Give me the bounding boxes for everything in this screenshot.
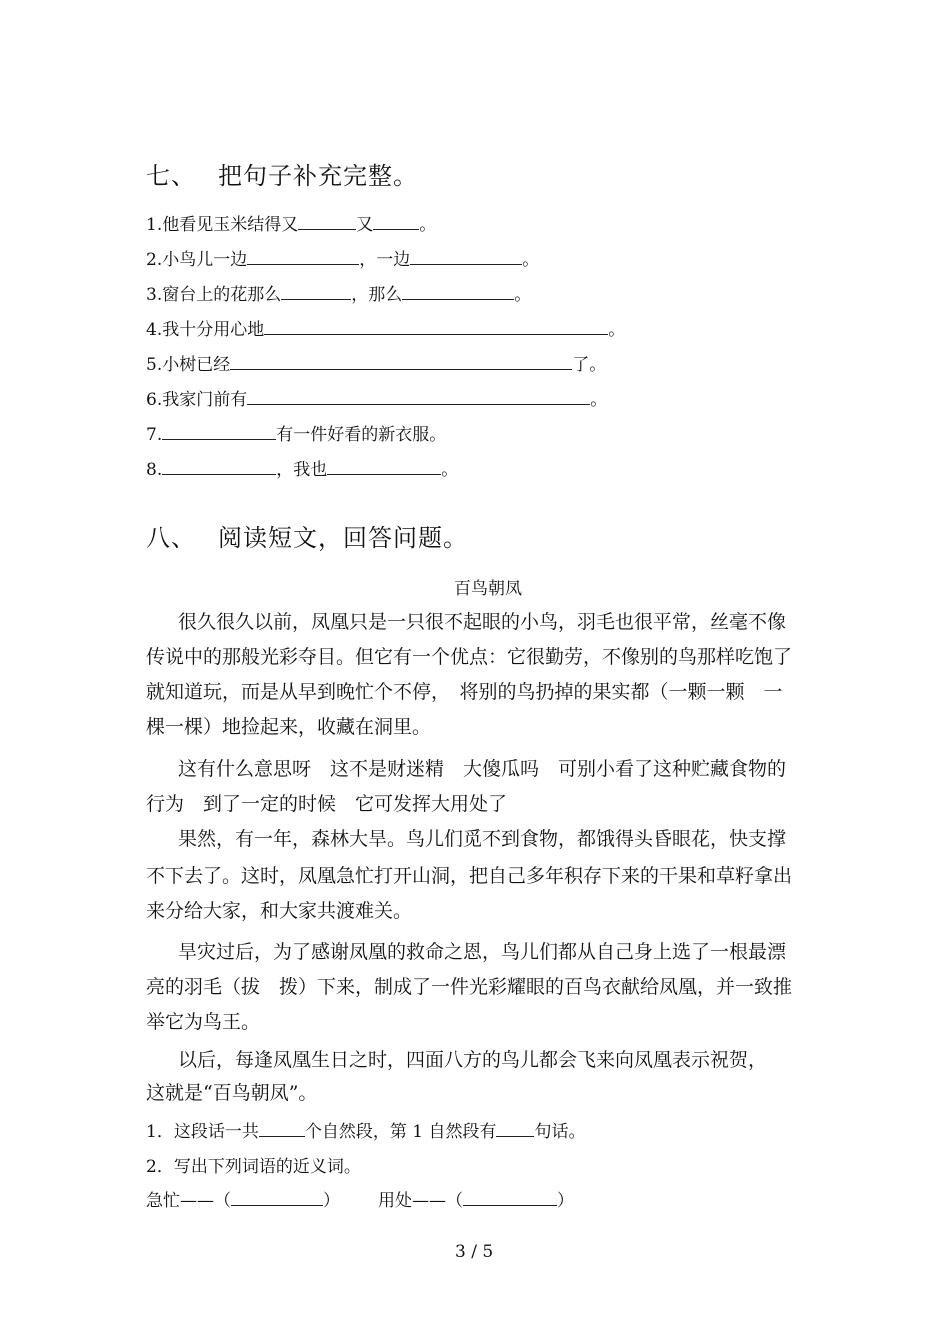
blank[interactable] bbox=[463, 1190, 557, 1206]
blank[interactable] bbox=[247, 389, 590, 405]
story-line: 这就是“百鸟朝凤”。 bbox=[146, 1082, 318, 1104]
blank[interactable] bbox=[162, 459, 276, 475]
story-line: 果然，有一年，森林大旱。鸟儿们觅不到食物，都饿得头昏眼花，快支撑 bbox=[178, 828, 787, 850]
blank[interactable] bbox=[162, 424, 276, 440]
section-8-heading bbox=[146, 518, 468, 553]
blank[interactable] bbox=[247, 249, 359, 265]
fill-item-6: 6.我家门前有 。 bbox=[146, 390, 608, 410]
story-title: 百鸟朝凤 bbox=[454, 579, 522, 599]
blank[interactable] bbox=[230, 354, 572, 370]
blank[interactable] bbox=[402, 284, 514, 300]
blank[interactable] bbox=[410, 249, 522, 265]
section-title: 阅读短文，回答问题。 bbox=[218, 524, 468, 552]
blank[interactable] bbox=[327, 459, 441, 475]
page-number: 3 / 5 bbox=[455, 1242, 494, 1262]
blank[interactable] bbox=[264, 319, 608, 335]
story-line: 传说中的那般光彩夺目。但它有一个优点：它很勤劳，不像别的鸟那样吃饱了 bbox=[146, 646, 793, 668]
story-line: 来分给大家，和大家共渡难关。 bbox=[146, 900, 413, 922]
fill-item-8: 8. ，我也 。 bbox=[146, 460, 459, 480]
story-line: 举它为鸟王。 bbox=[146, 1011, 261, 1033]
fill-item-2: 2.小鸟儿一边 ，一边 。 bbox=[146, 250, 540, 270]
fill-item-1: 1.他看见玉米结得又 又 。 bbox=[146, 215, 437, 235]
blank[interactable] bbox=[298, 214, 356, 230]
section-title: 把句子补充完整。 bbox=[218, 162, 418, 190]
story-line: 这有什么意思呀 这不是财迷精 大傻瓜吗 可别小看了这种贮藏食物的 bbox=[178, 758, 787, 780]
story-line: 就知道玩，而是从早到晚忙个不停， 将别的鸟扔掉的果实都（一颗一颗 一 bbox=[146, 681, 783, 703]
story-line: 旱灾过后，为了感谢凤凰的救命之恩，鸟儿们都从自己身上选了一根最漂 bbox=[178, 941, 787, 963]
blank[interactable] bbox=[231, 1190, 323, 1206]
story-line: 亮的羽毛（拔 拨）下来，制成了一件光彩耀眼的百鸟衣献给凤凰，并一致推 bbox=[146, 976, 793, 998]
question-1: 1．这段话一共 个自然段，第 1 自然段有 句话。 bbox=[146, 1122, 586, 1142]
section-7-heading bbox=[146, 156, 418, 191]
section-number: 七、 bbox=[146, 162, 196, 190]
fill-item-7: 7. 有一件好看的新衣服。 bbox=[146, 425, 447, 445]
story-line: 以后，每逢凤凰生日之时，四面八方的鸟儿都会飞来向凤凰表示祝贺， bbox=[178, 1049, 768, 1071]
fill-item-4: 4.我十分用心地 。 bbox=[146, 320, 626, 340]
section-number: 八、 bbox=[146, 524, 196, 552]
blank[interactable] bbox=[259, 1121, 305, 1137]
blank[interactable] bbox=[496, 1121, 534, 1137]
synonym-row: 急忙——（ ） 用处——（ ） bbox=[146, 1191, 574, 1211]
story-line: 很久很久以前，凤凰只是一只很不起眼的小鸟，羽毛也很平常，丝毫不像 bbox=[178, 611, 787, 633]
fill-item-5: 5.小树已经 了。 bbox=[146, 355, 607, 375]
story-line: 行为 到了一定的时候 它可发挥大用处了 bbox=[146, 793, 508, 815]
story-line: 棵一棵）地捡起来，收藏在洞里。 bbox=[146, 716, 432, 738]
blank[interactable] bbox=[281, 284, 351, 300]
blank[interactable] bbox=[373, 214, 419, 230]
fill-item-3: 3.窗台上的花那么 ，那么 。 bbox=[146, 285, 532, 305]
question-2: 2．写出下列词语的近义词。 bbox=[146, 1157, 361, 1177]
story-line: 不下去了。这时，凤凰急忙打开山洞，把自己多年积存下来的干果和草籽拿出 bbox=[146, 865, 793, 887]
